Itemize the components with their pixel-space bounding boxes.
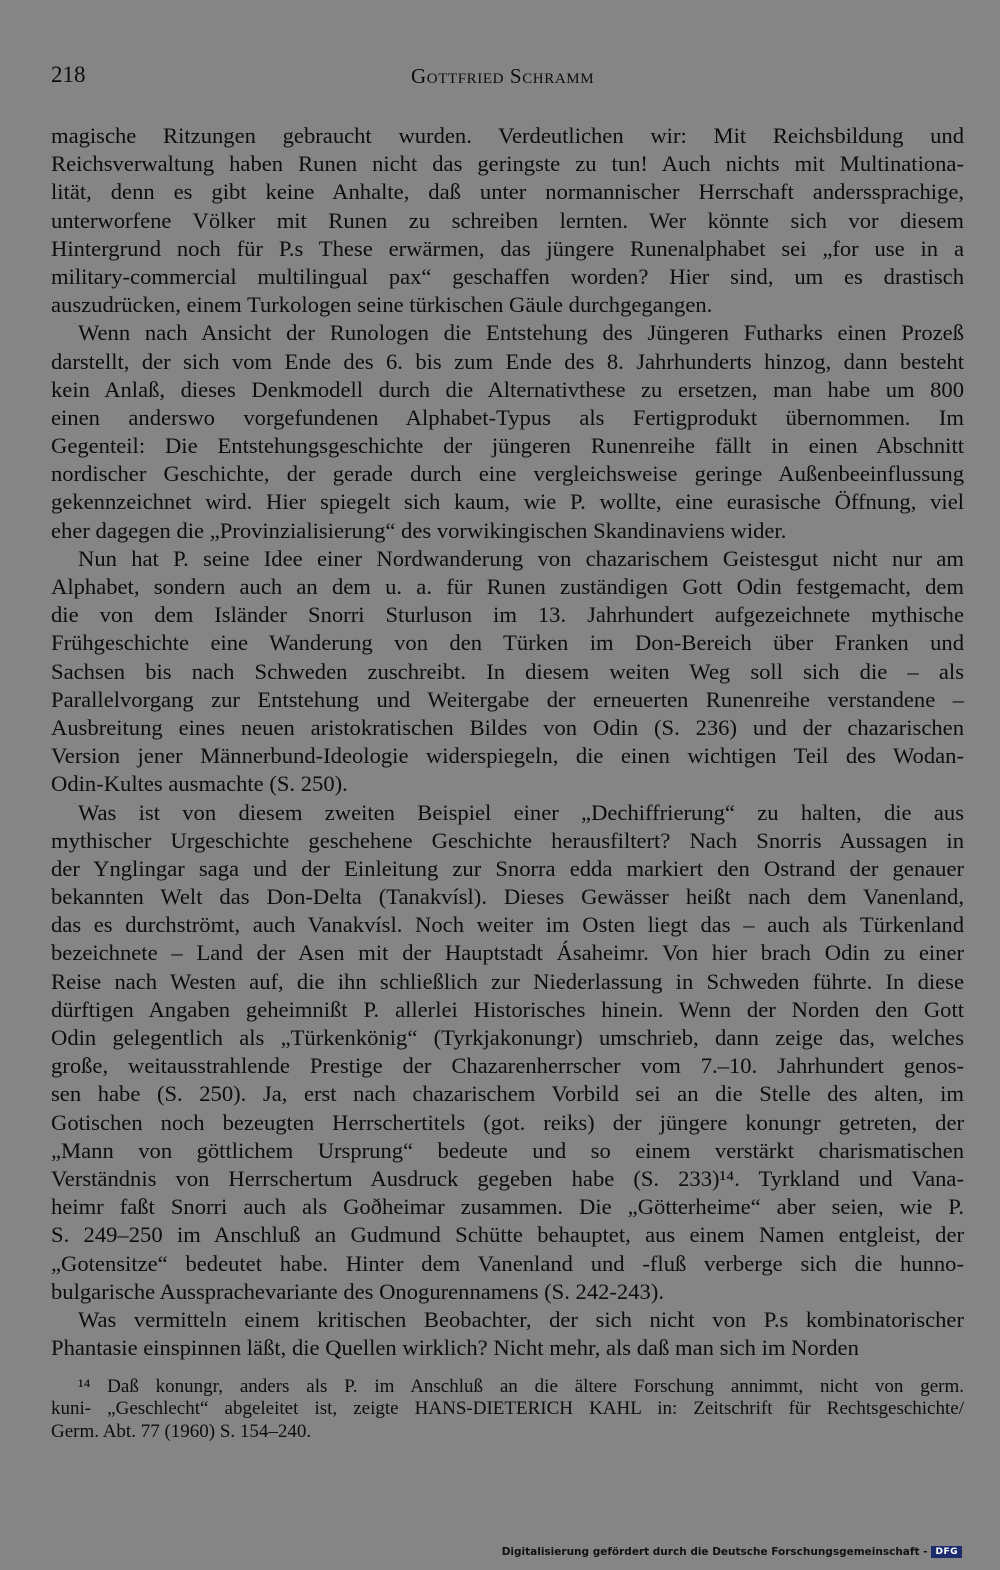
text-line: bekannten Welt das Don-Delta (Tanakvísl). Dieses Gewässer heißt nach dem Vanenland, — [51, 884, 964, 910]
text-line: Sachsen bis nach Schweden zuschreibt. In diesem weiten Weg soll sich die – als — [51, 658, 964, 684]
text-line: eher dagegen die „Provinzialisierung“ des vorwikingischen Skandinaviens wider. — [51, 517, 787, 543]
text-line: Gegenteil: Die Entstehungsgeschichte der jüngeren Runenreihe fällt in einen Abschnitt — [51, 433, 964, 459]
text-line: Odin gelegentlich als „Türkenkönig“ (Tyrkjakonungr) umschrieb, dann zeige das, welches — [51, 1025, 964, 1050]
text-line: Wenn nach Ansicht der Runologen die Entstehung des Jüngeren Futharks einen Prozeß — [78, 320, 964, 346]
text-line: „Mann von göttlichem Ursprung“ bedeute und so einem verstärkt charismatischen — [51, 1137, 964, 1163]
text-line: Nun hat P. seine Idee einer Nordwanderung von chazarischem Geistesgut nicht nur am — [78, 545, 964, 571]
footnote-line: ¹⁴ Daß konungr, anders als P. im Anschluß an die ältere Forschung annimmt, nicht von germ. — [78, 1376, 964, 1397]
running-head: Gottfried Schramm — [411, 64, 595, 88]
text-line: mythischer Urgeschichte geschehene Geschichte herausfiltert? Nach Snorris Aussagen in — [51, 827, 964, 853]
text-line: Reichsverwaltung haben Runen nicht das geringste zu tun! Auch nichts mit Multinationa- — [51, 151, 964, 177]
text-line: Verständnis von Herrschertum Ausdruck gegeben habe (S. 233)¹⁴. Tyrkland und Vana- — [51, 1165, 964, 1191]
text-line: bulgarische Aussprachevariante des Onogurennamens (S. 242-243). — [51, 1278, 664, 1304]
text-line: kein Anlaß, dieses Denkmodell durch die Alternativthese zu ersetzen, man habe um 800 — [51, 376, 964, 402]
text-line: gekennzeichnet wird. Hier spiegelt sich kaum, wie P. wollte, eine eurasische Öffnung, viel — [51, 489, 964, 515]
text-line: Parallelvorgang zur Entstehung und Weitergabe der erneuerten Runenreihe verstandene – — [51, 686, 964, 712]
text-line: der Ynglingar saga und der Einleitung zur Snorra edda markiert den Ostrand der genauer — [51, 855, 964, 881]
text-line: große, weitausstrahlende Prestige der Chazarenherrscher vom 7.–10. Jahrhundert genos- — [51, 1053, 964, 1079]
page-number: 218 — [51, 62, 86, 87]
text-line: Was vermitteln einem kritischen Beobachter, der sich nicht von P.s kombinatorischer — [78, 1306, 964, 1332]
text-line: dürftigen Angaben geheimnißt P. allerlei Historisches hinein. Wenn der Norden den Gott — [51, 996, 964, 1022]
text-line: nordischer Geschichte, der gerade durch eine vergleichsweise geringe Außenbeeinflussung — [51, 461, 964, 487]
text-line: Odin-Kultes ausmachte (S. 250). — [51, 771, 348, 797]
text-line: Alphabet, sondern auch an dem u. a. für Runen zuständigen Gott Odin festgemacht, dem — [51, 574, 964, 599]
text-line: Gotischen noch bezeugten Herrschertitels (got. reiks) der jüngere konungr getreten, der — [51, 1109, 964, 1135]
text-line: heimr faßt Snorri auch als Goðheimar zusammen. Die „Götterheime“ aber seien, wie P. — [51, 1194, 964, 1220]
text-line: magische Ritzungen gebraucht wurden. Verdeutlichen wir: Mit Reichsbildung und — [51, 123, 964, 148]
text-line: lität, denn es gibt keine Anhalte, daß unter normannischer Herrschaft anderssprachige, — [51, 179, 964, 205]
text-line: Hintergrund noch für P.s These erwärmen, das jüngere Runenalphabet sei „for use in a — [51, 235, 964, 261]
text-line: die von dem Isländer Snorri Sturluson im 13. Jahrhundert aufgezeichnete mythische — [51, 602, 964, 628]
page-header — [51, 62, 964, 94]
text-line: „Gotensitze“ bedeutet habe. Hinter dem Vanenland und -fluß verberge sich die hunno- — [51, 1250, 964, 1276]
footnote-line: Germ. Abt. 77 (1960) S. 154–240. — [51, 1420, 312, 1442]
text-line: darstellt, der sich vom Ende des 6. bis zum Ende des 8. Jahrhunderts hinzog, dann besteht — [51, 348, 964, 374]
text-line: Phantasie einspinnen läßt, die Quellen wirklich? Nicht mehr, als daß man sich im Norden — [51, 1335, 859, 1361]
text-line: military-commercial multilingual pax“ geschaffen worden? Hier sind, um es drastisch — [51, 263, 964, 289]
footnotes — [51, 1376, 964, 1443]
text-line: sen habe (S. 250). Ja, erst nach chazarischem Vorbild sei an die Stelle des alten, im — [51, 1081, 964, 1107]
text-line: einen anderswo vorgefundenen Alphabet-Typus als Fertigprodukt übernommen. Im — [51, 404, 964, 430]
text-line: S. 249–250 im Anschluß an Gudmund Schütte behauptet, aus einem Namen entgleist, der — [51, 1222, 964, 1248]
credit-text: Digitalisierung gefördert durch die Deutsche Forschungsgemeinschaft - — [501, 1546, 928, 1558]
body-text — [51, 122, 964, 1362]
text-line: Frühgeschichte eine Wanderung von den Türken im Don-Bereich über Franken und — [51, 630, 964, 656]
text-line: bezeichnete – Land der Asen mit der Hauptstadt Ásaheimr. Von hier brach Odin zu einer — [51, 940, 964, 966]
digitization-credit — [502, 1546, 962, 1558]
text-line: Was ist von diesem zweiten Beispiel einer „Dechiffrierung“ zu halten, die aus — [78, 799, 964, 825]
footnote-line: kuni- „Geschlecht“ abgeleitet ist, zeigte HANS-DIETERICH KAHL in: Zeitschrift für Rechtsgeschichte/ — [51, 1398, 964, 1420]
text-line: das es durchströmt, auch Vanakvísl. Noch weiter im Osten liegt das – auch als Türkenland — [51, 912, 964, 938]
text-line: unterworfene Völker mit Runen zu schreiben lernten. Wer könnte sich vor diesem — [51, 207, 964, 233]
text-line: auszudrücken, einem Turkologen seine türkischen Gäule durchgegangen. — [51, 292, 713, 318]
dfg-logo: DFG — [931, 1546, 962, 1558]
text-line: Version jener Männerbund-Ideologie widerspiegeln, die einen wichtigen Teil des Wodan- — [51, 743, 964, 769]
text-line: Ausbreitung eines neuen aristokratischen Bildes von Odin (S. 236) und der chazarischen — [51, 714, 964, 740]
text-line: Reise nach Westen auf, die ihn schließlich zur Niederlassung in Schweden führte. In diese — [51, 968, 964, 994]
